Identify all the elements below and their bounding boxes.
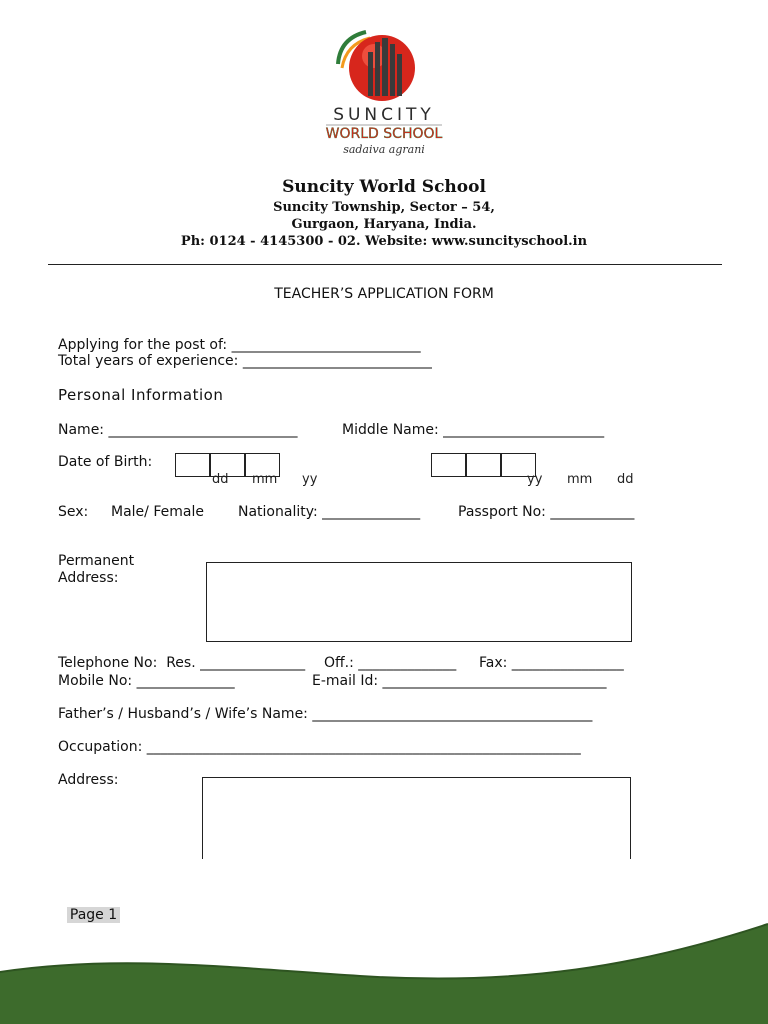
dob-sub-mm-right: mm [567, 472, 593, 487]
guardian-name-field[interactable]: Father’s / Husband’s / Wife’s Name: ________________________________________ [58, 706, 593, 722]
address-box[interactable] [202, 777, 631, 859]
dob-boxes-right[interactable] [431, 453, 536, 477]
form-title: TEACHER’S APPLICATION FORM [274, 286, 494, 302]
logo-motto: sadaiva agrani [343, 143, 425, 156]
permanent-address-box[interactable] [206, 562, 632, 642]
permanent-address-label-1: Permanent [58, 553, 135, 569]
sex-options[interactable]: Male/ Female [111, 504, 204, 520]
name-field[interactable]: Name: ___________________________ [58, 422, 298, 438]
dob-sub-mm: mm [252, 472, 278, 487]
footer-wave [0, 920, 768, 1024]
footer-wave-shape [0, 924, 768, 1024]
school-logo [318, 24, 450, 160]
page-number [58, 891, 120, 923]
dob-box-dd[interactable] [175, 453, 210, 477]
header-divider [48, 264, 722, 265]
address-line-2: Gurgaon, Haryana, India. [291, 217, 477, 232]
mobile-field[interactable]: Mobile No: ______________ [58, 673, 235, 689]
dob-sub-dd-right: dd [617, 472, 634, 487]
logo-name-bottom: WORLD SCHOOL [325, 126, 443, 142]
permanent-address-label-2: Address: [58, 570, 119, 586]
dob-sub-dd: dd [212, 472, 229, 487]
sex-label: Sex: [58, 504, 89, 520]
logo-name-top: SUNCITY [333, 105, 435, 125]
dob-box-yy-right[interactable] [431, 453, 466, 477]
address-label: Address: [58, 772, 119, 788]
fax-field[interactable]: Fax: ________________ [479, 655, 624, 671]
school-name: Suncity World School [282, 177, 486, 197]
telephone-field[interactable]: Telephone No: Res. _______________ [58, 655, 306, 671]
experience-field[interactable]: Total years of experience: ___________________________ [58, 353, 432, 369]
post-field[interactable]: Applying for the post of: ___________________________ [58, 337, 421, 353]
contact-line: Ph: 0124 - 4145300 - 02. Website: www.suncityschool.in [180, 234, 588, 249]
occupation-field[interactable]: Occupation: ______________________________________________________________ [58, 739, 581, 755]
office-phone-field[interactable]: Off.: ______________ [324, 655, 457, 671]
address-line-1: Suncity Township, Sector – 54, [273, 200, 495, 215]
page-number-text: Page 1 [67, 907, 120, 923]
section-personal-information: Personal Information [58, 386, 224, 404]
dob-sub-yy-right: yy [527, 472, 543, 487]
dob-box-mm-right[interactable] [466, 453, 501, 477]
dob-sub-yy: yy [302, 472, 318, 487]
nationality-field[interactable]: Nationality: ______________ [238, 504, 421, 520]
passport-field[interactable]: Passport No: ____________ [458, 504, 635, 520]
middle-name-field[interactable]: Middle Name: _______________________ [342, 422, 605, 438]
email-field[interactable]: E-mail Id: ________________________________ [312, 673, 607, 689]
dob-label: Date of Birth: [58, 454, 153, 470]
